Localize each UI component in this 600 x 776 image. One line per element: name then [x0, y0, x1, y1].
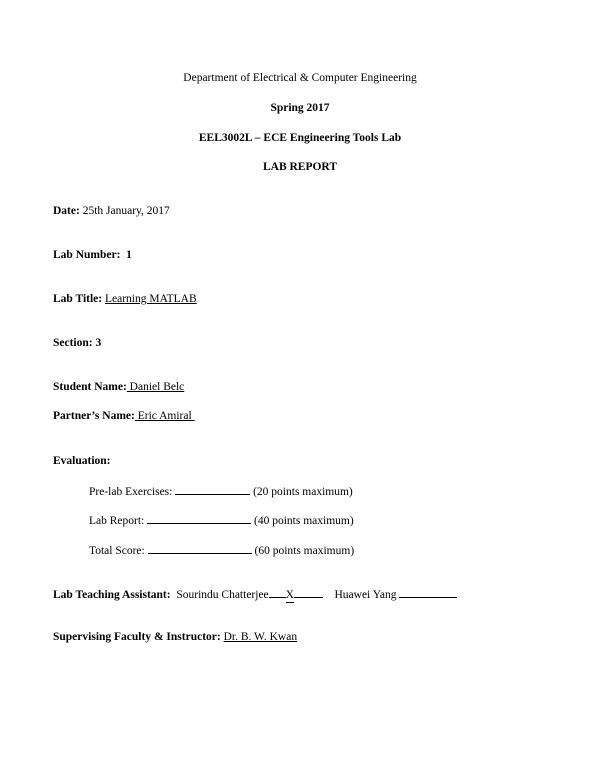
- department-heading: Department of Electrical & Computer Engineering: [183, 72, 417, 84]
- date-label: Date:: [53, 205, 80, 217]
- section-row: [53, 336, 101, 350]
- prelab-row: [89, 483, 353, 499]
- student-name-row: [53, 380, 184, 394]
- assistant-name-1: Sourindu Chatterjee: [176, 589, 269, 601]
- report-type-heading: LAB REPORT: [262, 161, 338, 173]
- faculty-label: Supervising Faculty & Instructor:: [53, 631, 221, 643]
- assistant-label: Lab Teaching Assistant:: [53, 589, 171, 601]
- evaluation-label: Evaluation:: [53, 455, 111, 467]
- lab-title-value: Learning MATLAB: [104, 293, 197, 305]
- lab-number-value: 1: [126, 249, 132, 261]
- lab-report-label: Lab Report:: [89, 515, 145, 527]
- total-score-row: [89, 542, 354, 558]
- section-label: Section:: [53, 337, 93, 349]
- partner-name-row: [53, 409, 195, 423]
- student-name-value: Daniel Belc: [126, 381, 185, 393]
- lab-number-row: [53, 248, 132, 262]
- assistant-blank-1b[interactable]: [294, 586, 323, 598]
- faculty-value: Dr. B. W. Kwan: [223, 631, 298, 643]
- prelab-score-blank[interactable]: [175, 483, 250, 495]
- lab-number-label: Lab Number:: [53, 249, 121, 261]
- date-row: [53, 204, 170, 218]
- total-score-blank[interactable]: [148, 542, 252, 554]
- course-heading: EEL3002L – ECE Engineering Tools Lab: [198, 132, 402, 144]
- assistant-blank-2[interactable]: [399, 586, 457, 598]
- date-value: 25th January, 2017: [82, 205, 170, 217]
- lab-title-row: [53, 292, 197, 306]
- prelab-label: Pre-lab Exercises:: [89, 486, 173, 498]
- assistant-name-2: Huawei Yang: [334, 589, 397, 601]
- partner-name-label: Partner’s Name:: [53, 410, 135, 422]
- total-score-label: Total Score:: [89, 545, 145, 557]
- term-heading: Spring 2017: [270, 102, 330, 114]
- assistant-blank-1a[interactable]: [269, 586, 286, 598]
- lab-report-row: [89, 512, 354, 528]
- prelab-note: (20 points maximum): [253, 486, 353, 498]
- section-value: 3: [95, 337, 102, 349]
- lab-report-score-blank[interactable]: [147, 512, 251, 524]
- assistant-mark: X: [285, 589, 294, 601]
- total-score-note: (60 points maximum): [254, 545, 355, 557]
- partner-name-value: Eric Amiral: [134, 410, 195, 422]
- assistant-row: [53, 586, 457, 603]
- faculty-row: [53, 630, 297, 644]
- student-name-label: Student Name:: [53, 381, 127, 393]
- lab-report-note: (40 points maximum): [254, 515, 354, 527]
- lab-title-label: Lab Title:: [53, 293, 103, 305]
